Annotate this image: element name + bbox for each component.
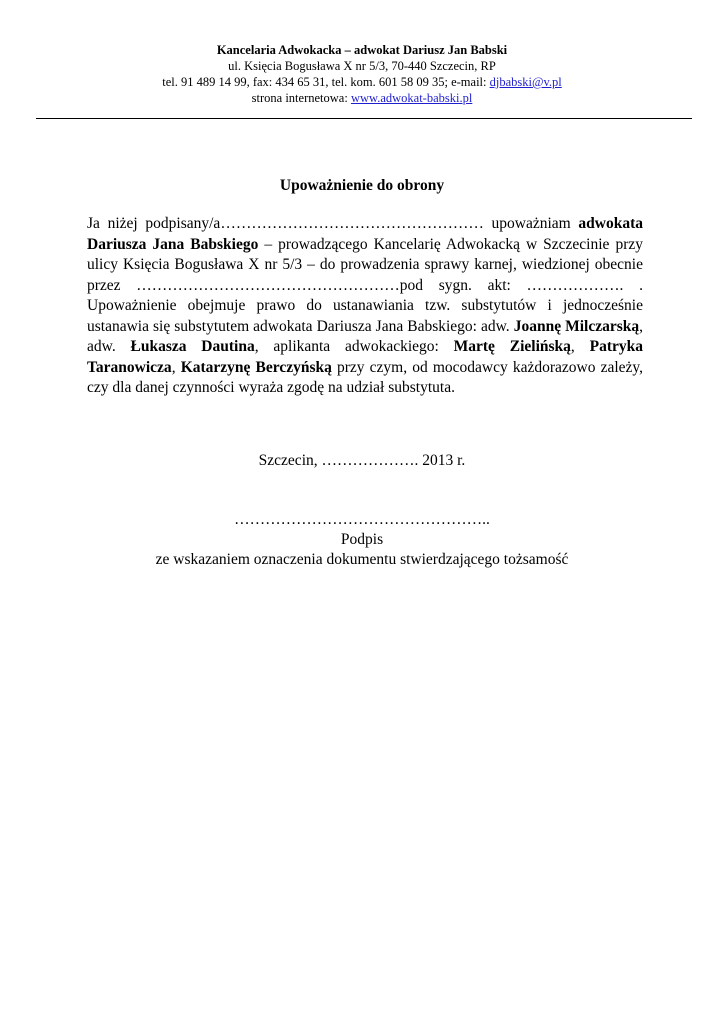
- substitute-4: Patryka Taranowicza: [87, 338, 643, 376]
- substitute-5: Katarzynę Berczyńską: [180, 358, 332, 376]
- signature-label: Podpis: [340, 531, 384, 548]
- signature-block: [0, 510, 724, 570]
- contact-phones: tel. 91 489 14 99, fax: 434 65 31, tel. kom. 601 58 09 35; e-mail:: [162, 75, 490, 89]
- website-line: [0, 90, 724, 106]
- body-text-5: ,: [570, 338, 590, 355]
- letterhead: [0, 42, 724, 106]
- document-title: Upoważnienie do obrony: [279, 177, 445, 194]
- substitute-1: Joannę Milczarską: [513, 317, 640, 335]
- email-link[interactable]: djbabski@v.pl: [489, 75, 562, 89]
- place-date: Szczecin, ………………. 2013 r.: [258, 452, 466, 469]
- body-text-1: Ja niżej podpisany/a…………………………………………… upoważniam: [87, 215, 579, 232]
- authorization-paragraph: [87, 214, 643, 399]
- body-text-6: ,: [171, 358, 181, 376]
- body-text-3: , adw.: [87, 317, 643, 355]
- firm-address: ul. Księcia Bogusława X nr 5/3, 70-440 Szczecin, RP: [228, 59, 496, 73]
- lawyer-name: adwokata Dariusza Jana Babskiego: [87, 215, 643, 253]
- substitute-3: Martę Zielińską: [453, 338, 571, 355]
- header-divider: [36, 118, 692, 119]
- website-label: strona internetowa:: [251, 91, 351, 105]
- body-text-2: – prowadzącego Kancelarię Adwokacką w Szczecinie przy ulicy Księcia Bogusława X nr 5/3 – do prowadzenia sprawy karnej, wiedzionej obecnie przez ……………………………………………pod sygn. akt: ………………. . Upoważnienie obejmuje prawo do ustanawiania tzw. substytutów i jednocześnie ustanawia się substytutem adwokata Dariusza Jana Babskiego: adw.: [87, 235, 643, 335]
- body-text-4: , aplikanta adwokackiego:: [254, 338, 454, 355]
- firm-name: Kancelaria Adwokacka – adwokat Dariusz Jan Babski: [216, 43, 508, 57]
- signature-note: ze wskazaniem oznaczenia dokumentu stwierdzającego tożsamość: [155, 551, 569, 568]
- website-link[interactable]: www.adwokat-babski.pl: [350, 91, 473, 105]
- body-text-7: przy czym, od mocodawcy każdorazowo zależy, czy dla danej czynności wyraża zgodę na udział substytuta.: [87, 358, 644, 396]
- signature-line: …………………………………………..: [234, 511, 490, 528]
- contact-line: [0, 74, 724, 90]
- substitute-2: Łukasza Dautina: [130, 338, 255, 355]
